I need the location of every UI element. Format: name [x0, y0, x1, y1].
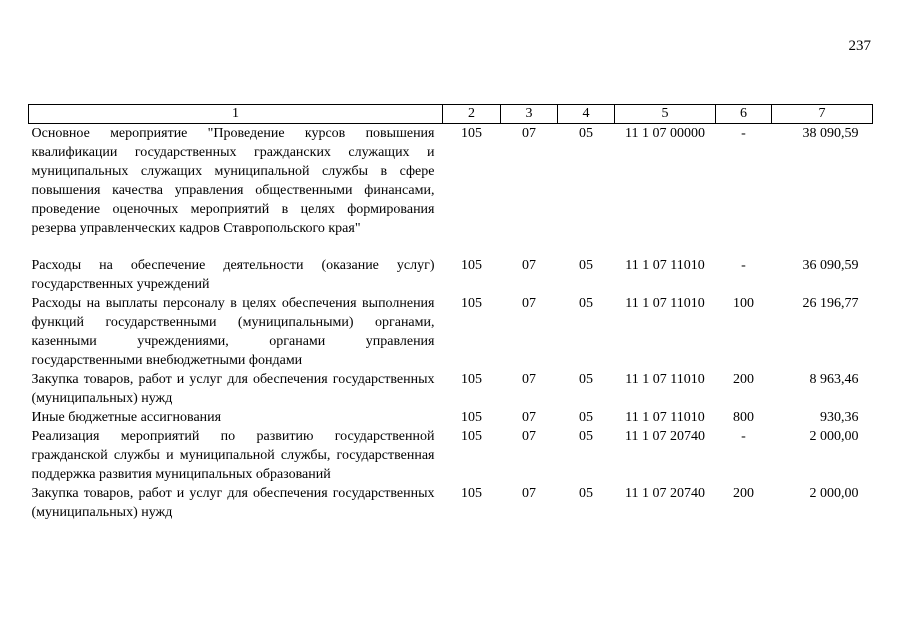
- row-code-subsection: 05: [579, 410, 593, 425]
- row-code-ministry: 105: [461, 429, 482, 444]
- row-code-target: 11 1 07 11010: [625, 258, 705, 273]
- row-code-subsection: 05: [579, 372, 593, 387]
- row-amount: 26 196,77: [802, 296, 859, 311]
- row-code-target: 11 1 07 11010: [625, 296, 705, 311]
- row-code-ministry: 105: [461, 372, 482, 387]
- row-code-expense-type: 800: [733, 410, 754, 425]
- column-header-6: 6: [716, 105, 772, 124]
- row-amount: 8 963,46: [809, 372, 859, 387]
- table-row: [29, 256, 873, 294]
- row-code-expense-type: 100: [733, 296, 754, 311]
- row-code-target: 11 1 07 11010: [625, 410, 705, 425]
- table-row: [29, 294, 873, 370]
- row-code-section: 07: [522, 372, 536, 387]
- row-name: Реализация мероприятий по развитию государственной гражданской службы и муниципальной службы, государственная поддержка развития муниципальных образований: [31, 429, 435, 482]
- row-code-target: 11 1 07 20740: [625, 429, 705, 444]
- row-amount: 2 000,00: [809, 486, 859, 501]
- row-name: Расходы на выплаты персоналу в целях обеспечения выполнения функций государственными (муниципальными) органами, казенными учреждениями, органами управления государственными внебюджетными фондами: [31, 296, 435, 368]
- row-code-section: 07: [522, 486, 536, 501]
- page-number: 237: [848, 38, 871, 54]
- row-code-subsection: 05: [579, 258, 593, 273]
- row-code-section: 07: [522, 258, 536, 273]
- table-header: [29, 105, 873, 124]
- table-row: [29, 370, 873, 408]
- row-amount: 930,36: [820, 410, 859, 425]
- row-code-target: 11 1 07 20740: [625, 486, 705, 501]
- row-name: Закупка товаров, работ и услуг для обеспечения государственных (муниципальных) нужд: [31, 486, 435, 520]
- row-code-ministry: 105: [461, 126, 482, 141]
- row-code-subsection: 05: [579, 296, 593, 311]
- row-code-expense-type: 200: [733, 372, 754, 387]
- column-header-2: 2: [443, 105, 501, 124]
- row-name: Основное мероприятие "Проведение курсов повышения квалификации государственных гражданских служащих и муниципальных служащих муниципальной службы в сфере повышения качества управления общественными финансами, проведение оценочных мероприятий в целях формирования резерва управленческих кадров Ставропольского края": [31, 126, 435, 236]
- column-header-5: 5: [615, 105, 716, 124]
- column-header-1: 1: [29, 105, 443, 124]
- table-row: [29, 124, 873, 239]
- row-name: Закупка товаров, работ и услуг для обеспечения государственных (муниципальных) нужд: [31, 372, 435, 406]
- row-amount: 38 090,59: [802, 126, 859, 141]
- spacer-row: [29, 238, 873, 256]
- table-row: [29, 427, 873, 484]
- column-header-3: 3: [501, 105, 558, 124]
- row-code-subsection: 05: [579, 126, 593, 141]
- row-code-ministry: 105: [461, 296, 482, 311]
- column-header-4: 4: [558, 105, 615, 124]
- row-code-target: 11 1 07 00000: [625, 126, 705, 141]
- row-code-ministry: 105: [461, 410, 482, 425]
- row-code-expense-type: 200: [733, 486, 754, 501]
- row-code-section: 07: [522, 296, 536, 311]
- table-row: [29, 484, 873, 522]
- row-name: Расходы на обеспечение деятельности (оказание услуг) государственных учреждений: [31, 258, 435, 292]
- row-code-expense-type: -: [741, 126, 746, 141]
- row-code-expense-type: -: [741, 429, 746, 444]
- row-code-subsection: 05: [579, 429, 593, 444]
- row-code-target: 11 1 07 11010: [625, 372, 705, 387]
- row-code-subsection: 05: [579, 486, 593, 501]
- table-row: [29, 408, 873, 427]
- row-code-section: 07: [522, 126, 536, 141]
- budget-table: [28, 104, 873, 522]
- row-code-section: 07: [522, 410, 536, 425]
- row-code-expense-type: -: [741, 258, 746, 273]
- row-name: Иные бюджетные ассигнования: [31, 410, 222, 425]
- row-code-ministry: 105: [461, 258, 482, 273]
- row-amount: 2 000,00: [809, 429, 859, 444]
- column-header-7: 7: [772, 105, 873, 124]
- header-row: [29, 105, 873, 124]
- row-code-ministry: 105: [461, 486, 482, 501]
- row-code-section: 07: [522, 429, 536, 444]
- table-body: [29, 124, 873, 523]
- row-amount: 36 090,59: [802, 258, 859, 273]
